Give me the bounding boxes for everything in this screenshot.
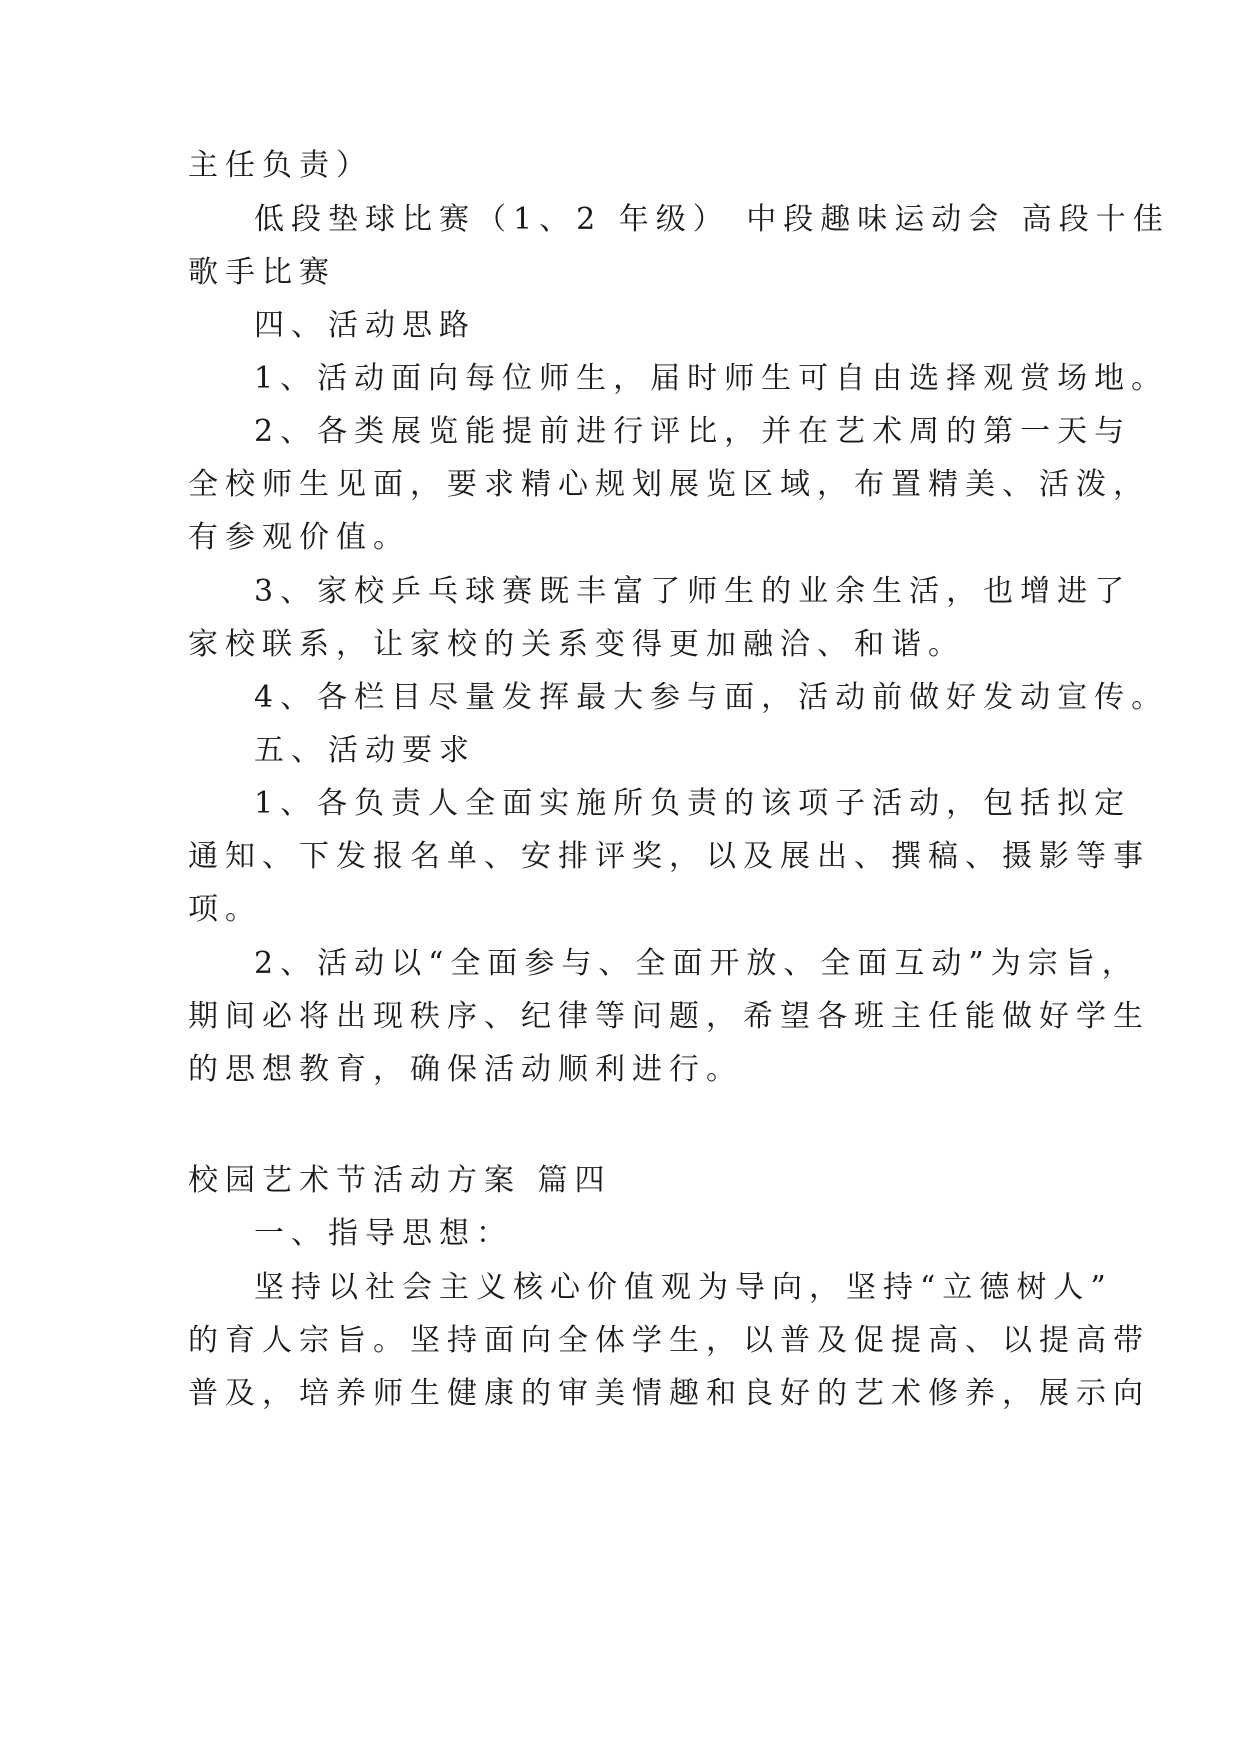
text-line: 4、各栏目尽量发挥最大参与面，活动前做好发动宣传。 bbox=[254, 680, 1169, 715]
text-line: 低段垫球比赛（1、2 年级） 中段趣味运动会 高段十佳 bbox=[254, 202, 1170, 237]
text-line: 有参观价值。 bbox=[188, 520, 410, 555]
text-line: 2、各类展览能提前进行评比，并在艺术周的第一天与 bbox=[254, 414, 1132, 449]
text-line: 1、各负责人全面实施所负责的该项子活动，包括拟定 bbox=[254, 786, 1132, 821]
text-line: 主任负责） bbox=[188, 148, 373, 183]
text-line: 坚持以社会主义核心价值观为导向，坚持“立德树人” bbox=[254, 1270, 1113, 1305]
text-line: 期间必将出现秩序、纪律等问题，希望各班主任能做好学生 bbox=[188, 999, 1150, 1034]
text-line: 项。 bbox=[188, 892, 262, 927]
text-line: 全校师生见面，要求精心规划展览区域，布置精美、活泼， bbox=[188, 467, 1150, 502]
text-line: 家校联系，让家校的关系变得更加融洽、和谐。 bbox=[188, 627, 965, 662]
section-heading: 一、指导思想： bbox=[254, 1216, 513, 1251]
section-heading: 四、活动思路 bbox=[254, 308, 476, 343]
section-heading: 五、活动要求 bbox=[254, 733, 476, 768]
text-line: 3、家校乒乓球赛既丰富了师生的业余生活，也增进了 bbox=[254, 574, 1132, 609]
text-line: 1、活动面向每位师生，届时师生可自由选择观赏场地。 bbox=[254, 361, 1169, 396]
text-line: 通知、下发报名单、安排评奖，以及展出、撰稿、摄影等事 bbox=[188, 839, 1150, 874]
text-line: 的思想教育，确保活动顺利进行。 bbox=[188, 1052, 743, 1087]
text-line: 2、活动以“全面参与、全面开放、全面互动”为宗旨， bbox=[254, 946, 1139, 981]
text-line: 普及，培养师生健康的审美情趣和良好的艺术修养，展示向 bbox=[188, 1376, 1150, 1411]
document-title: 校园艺术节活动方案 篇四 bbox=[188, 1163, 612, 1198]
text-line: 歌手比赛 bbox=[188, 255, 336, 290]
text-line: 的育人宗旨。坚持面向全体学生，以普及促提高、以提高带 bbox=[188, 1323, 1150, 1358]
